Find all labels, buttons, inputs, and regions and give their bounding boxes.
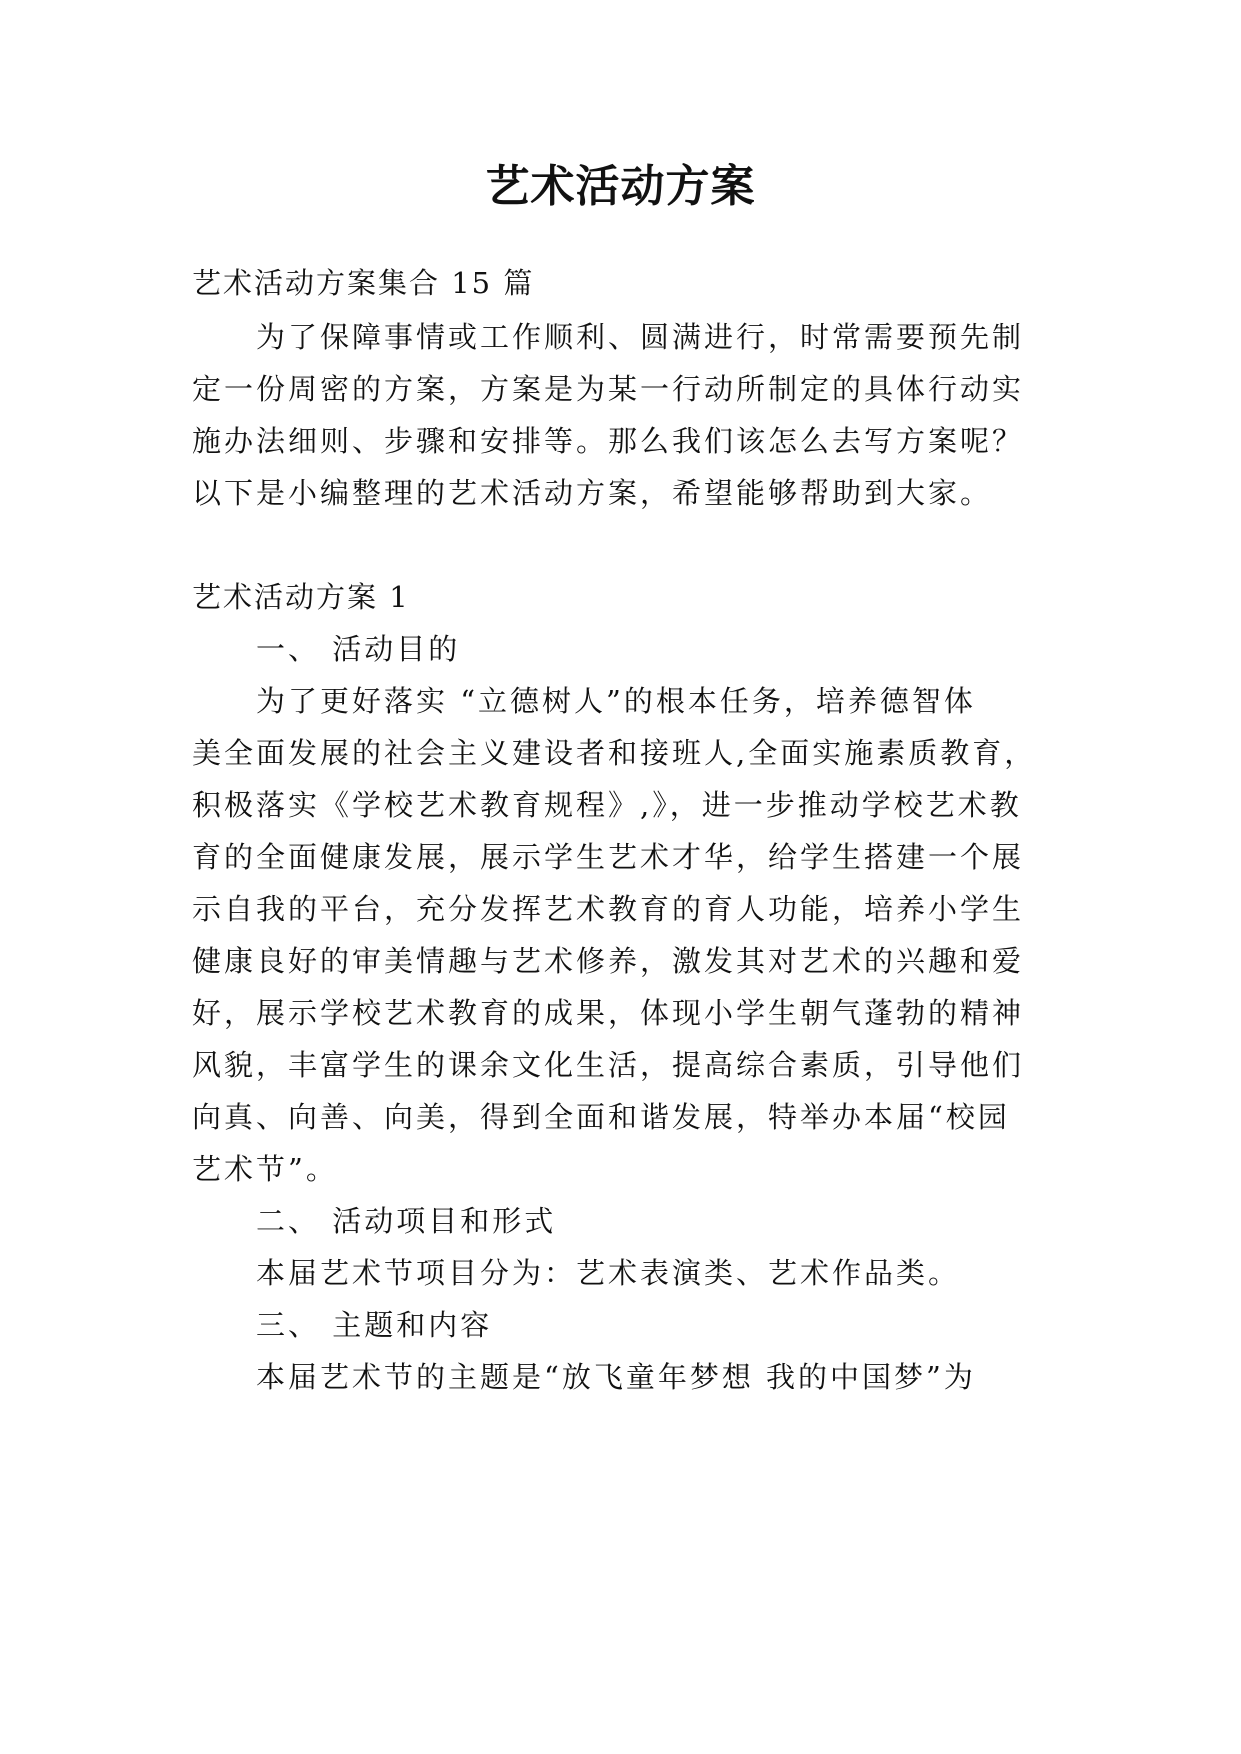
intro-line-1: 为了保障事情或工作顺利、圆满进行，时常需要预先制: [256, 320, 1025, 354]
intro-line-2: 定一份周密的方案，方案是为某一行动所制定的具体行动实: [192, 372, 1025, 406]
heading-purpose: 一、 活动目的: [256, 632, 461, 666]
purpose-line-10: 艺术节”。: [192, 1152, 338, 1186]
heading-theme: 三、 主题和内容: [256, 1308, 493, 1342]
document-title: 艺术活动方案: [485, 161, 756, 212]
purpose-line-2: 美全面发展的社会主义建设者和接班人,全面实施素质教育，: [192, 736, 1037, 770]
intro-line-3: 施办法细则、步骤和安排等。那么我们该怎么去写方案呢？: [192, 424, 1025, 458]
purpose-line-7: 好，展示学校艺术教育的成果，体现小学生朝气蓬勃的精神: [192, 996, 1025, 1030]
purpose-line-8: 风貌，丰富学生的课余文化生活，提高综合素质，引导他们: [192, 1048, 1025, 1082]
projects-line: 本届艺术节项目分为：艺术表演类、艺术作品类。: [256, 1256, 961, 1290]
heading-projects: 二、 活动项目和形式: [256, 1204, 557, 1238]
purpose-line-9: 向真、向善、向美，得到全面和谐发展，特举办本届“校园: [192, 1100, 1010, 1134]
purpose-line-1: 为了更好落实 “立德树人”的根本任务，培养德智体: [256, 684, 976, 718]
intro-line-4: 以下是小编整理的艺术活动方案，希望能够帮助到大家。: [192, 476, 993, 510]
section-title: 艺术活动方案 1: [192, 580, 410, 614]
purpose-line-3: 积极落实《学校艺术教育规程》,》，进一步推动学校艺术教: [192, 788, 1022, 822]
purpose-line-4: 育的全面健康发展，展示学生艺术才华，给学生搭建一个展: [192, 840, 1025, 874]
theme-line: 本届艺术节的主题是“放飞童年梦想 我的中国梦”为: [256, 1360, 976, 1394]
collection-subtitle: 艺术活动方案集合 15 篇: [192, 266, 535, 300]
purpose-line-6: 健康良好的审美情趣与艺术修养，激发其对艺术的兴趣和爱: [192, 944, 1025, 978]
purpose-line-5: 示自我的平台，充分发挥艺术教育的育人功能，培养小学生: [192, 892, 1025, 926]
